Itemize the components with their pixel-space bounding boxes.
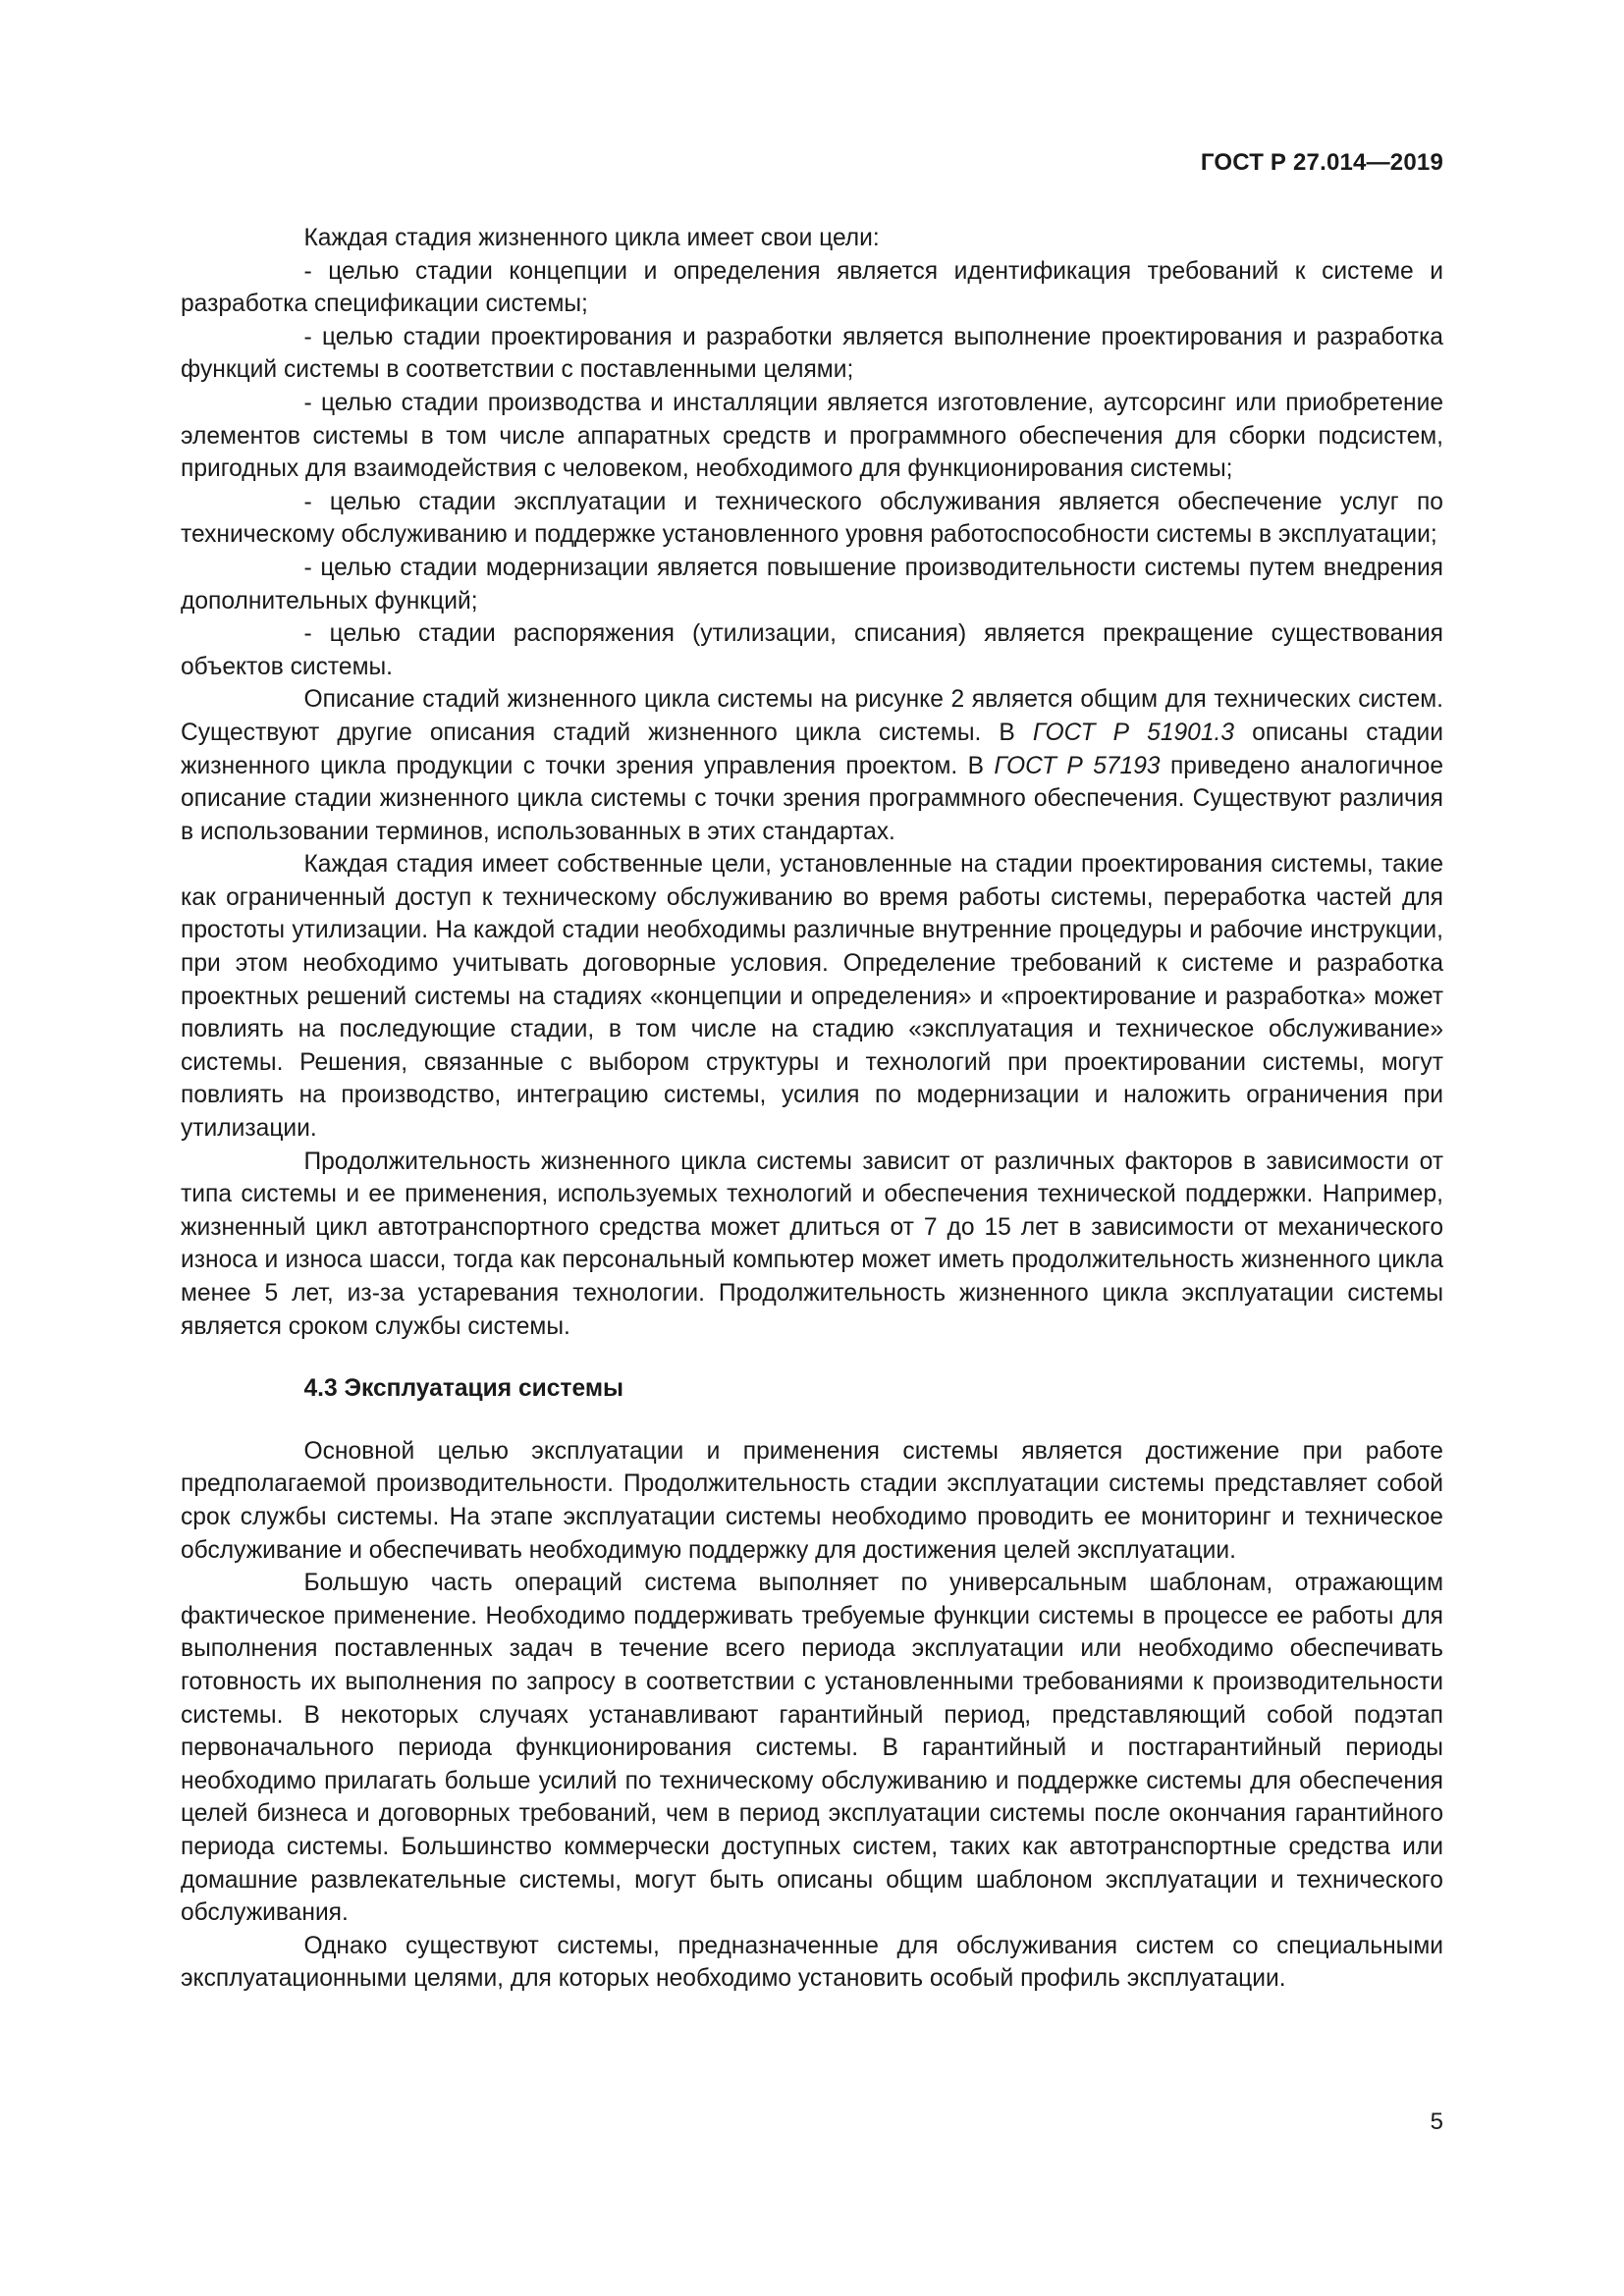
list-item-operation-stage: - целью стадии эксплуатации и технического обслуживания является обеспечение услуг по техническому обслуживанию и поддержке установленного уровня работоспособности системы в эксплуатации; — [181, 488, 1443, 549]
paragraph-stage-objectives: Каждая стадия имеет собственные цели, установленные на стадии проектирования системы, такие как ограниченный доступ к техническому обслуживанию во время работы системы, переработка частей для простоты утилизации. На каждой стадии необходимы различные внутренние процедуры и рабочие инструкции, при этом необходимо учитывать договорные условия. Определение требований к системе и разработка проектных решений системы на стадиях «концепции и определения» и «проектирование и разработка» может повлиять на последующие стадии, в том числе на стадию «эксплуатация и техническое обслуживание» системы. Решения, связанные с выбором структуры и технологий при проектировании системы, могут повлиять на производство, интеграцию системы, усилия по модернизации и наложить ограничения при утилизации. — [181, 851, 1443, 1143]
text-segment: приведено аналогичное описание стадии жизненного цикла системы с точки зрения программного обеспечения. Существуют различия в использовании терминов, использованных в этих стандартах. — [181, 752, 1443, 845]
list-item-disposal-stage: - целью стадии распоряжения (утилизации, списания) является прекращение существования объектов системы. — [181, 620, 1443, 680]
text-segment: описаны стадии жизненного цикла продукции с точки зрения управления проектом. В — [181, 719, 1443, 779]
page-number: 5 — [1430, 2109, 1443, 2135]
paragraph-stage-descriptions — [181, 683, 1443, 848]
document-code-header: ГОСТ Р 27.014—2019 — [1200, 149, 1443, 176]
standard-reference-link: ГОСТ Р 51901.3 — [1032, 719, 1235, 746]
text-segment: Описание стадий жизненного цикла системы на рисунке 2 является общим для технических систем. Существуют другие описания стадий жизненного цикла системы. В — [181, 686, 1443, 746]
list-item-concept-stage: - целью стадии концепции и определения является идентификация требований к системе и разработка спецификации системы; — [181, 257, 1443, 318]
paragraph-special-systems: Однако существуют системы, предназначенные для обслуживания систем со специальными эксплуатационными целями, для которых необходимо установить особый профиль эксплуатации. — [181, 1932, 1443, 1993]
paragraph-operation-goal: Основной целью эксплуатации и применения системы является достижение при работе предполагаемой производительности. Продолжительность стадии эксплуатации системы представляет собой срок службы системы. На этапе эксплуатации системы необходимо проводить ее мониторинг и техническое обслуживание и обеспечивать необходимую поддержку для достижения целей эксплуатации. — [181, 1437, 1443, 1564]
paragraph-lifecycle-duration: Продолжительность жизненного цикла системы зависит от различных факторов в зависимости от типа системы и ее применения, используемых технологий и обеспечения технической поддержки. Например, жизненный цикл автотранспортного средства может длиться от 7 до 15 лет в зависимости от механического износа и износа шасси, тогда как персональный компьютер может иметь продолжительность жизненного цикла менее 5 лет, из-за устаревания технологии. Продолжительность жизненного цикла эксплуатации системы является сроком службы системы. — [181, 1148, 1443, 1340]
list-item-modernization-stage: - целью стадии модернизации является повышение производительности системы путем внедрения дополнительных функций; — [181, 554, 1443, 614]
list-item-production-stage: - целью стадии производства и инсталляции является изготовление, аутсорсинг или приобретение элементов системы в том числе аппаратных средств и программного обеспечения для сборки подсистем, пригодных для взаимодействия с человеком, необходимого для функционирования системы; — [181, 389, 1443, 483]
section-heading: 4.3 Эксплуатация системы — [303, 1375, 624, 1403]
document-body — [181, 222, 1443, 1996]
paragraph-lifecycle-goals-intro: Каждая стадия жизненного цикла имеет свои цели: — [303, 225, 880, 251]
list-item-design-stage: - целью стадии проектирования и разработки является выполнение проектирования и разработка функций системы в соответствии с поставленными целями; — [181, 323, 1443, 384]
paragraph-operation-patterns: Большую часть операций система выполняет по универсальным шаблонам, отражающим фактическое применение. Необходимо поддерживать требуемые функции системы в процессе ее работы для выполнения поставленных задач в течение всего периода эксплуатации или необходимо обеспечивать готовность их выполнения по запросу в соответствии с установленными требованиями к производительности системы. В некоторых случаях устанавливают гарантийный период, представляющий собой подэтап первоначального периода функционирования системы. В гарантийный и постгарантийный периоды необходимо прилагать больше усилий по техническому обслуживанию и поддержке системы для обеспечения целей бизнеса и договорных требований, чем в период эксплуатации системы после окончания гарантийного периода системы. Большинство коммерчески доступных систем, таких как автотранспортные средства или домашние развлекательные системы, могут быть описаны общим шаблоном эксплуатации и технического обслуживания. — [181, 1570, 1443, 1927]
standard-reference-link: ГОСТ Р 57193 — [994, 752, 1161, 779]
